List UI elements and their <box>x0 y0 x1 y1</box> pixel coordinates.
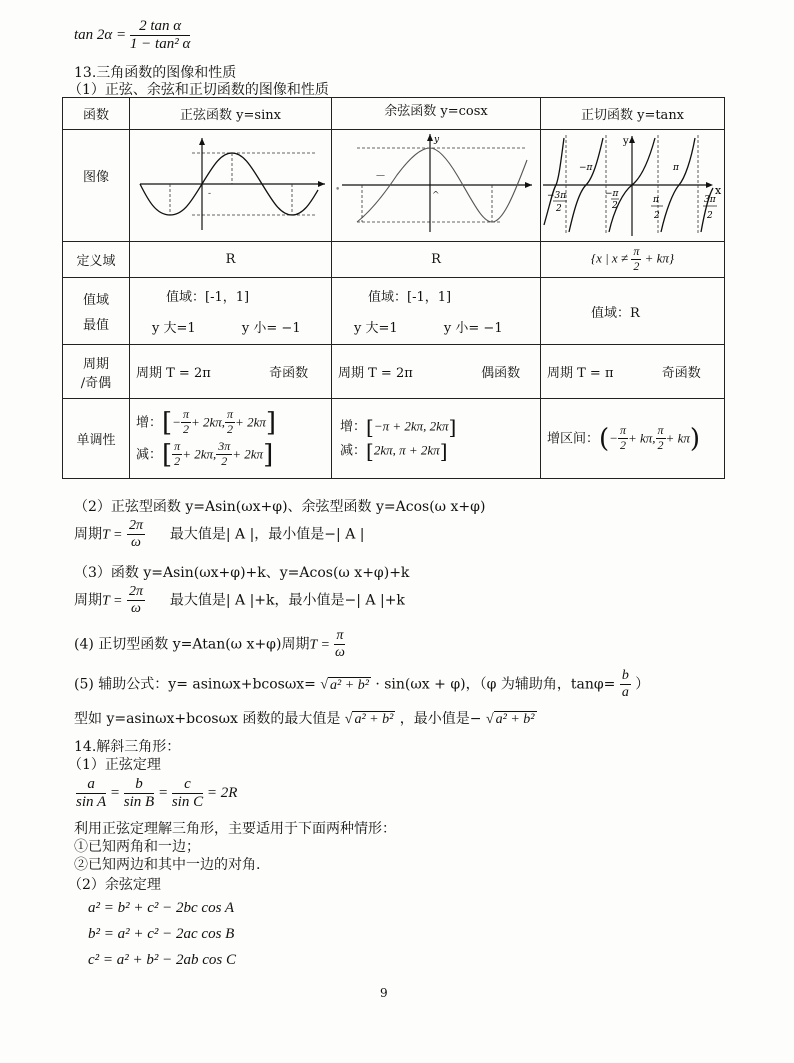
sin-range: 值域：[-1，1] <box>166 290 250 305</box>
line-5-sqrt-body: a² + b² <box>330 677 369 693</box>
line-4 <box>74 628 345 661</box>
sin-inc-label: 增： <box>136 415 163 430</box>
line-2: （2）正弦型函数 y=Asin(ωx+φ)、余弦型函数 y=Acos(ω x+φ) <box>74 499 486 515</box>
line-4-T: T = <box>309 637 330 653</box>
cosine-law-2: b² = a² + c² − 2ac cos B <box>88 926 235 942</box>
tan-top-pi: π <box>673 163 679 173</box>
tan-double-angle-formula <box>74 18 190 54</box>
cos-max: y 大=1 <box>354 321 398 336</box>
row-label-period-b: /奇偶 <box>80 375 112 391</box>
svg-text:^: ^ <box>432 191 440 201</box>
line-3-period <box>74 584 405 617</box>
tan-period: 周期 T = π <box>547 366 614 381</box>
line-6-sqrt2: √ a² + b² <box>485 712 535 727</box>
line-5-sqrt: √ a² + b² <box>320 677 369 693</box>
tan-mono-b-den: 2 <box>657 438 664 452</box>
cos-mono-cell <box>332 399 541 479</box>
svg-text:−3π: −3π <box>547 191 567 201</box>
formula-lhs: tan 2α = <box>74 27 127 44</box>
line-3: （3）函数 y=Asin(ωx+φ)+k、y=Acos(ω x+φ)+k <box>74 565 410 581</box>
tan-domain-num: π <box>633 244 640 259</box>
line-2-num: 2π <box>127 518 145 535</box>
formula-num: 2 tan α <box>130 18 190 36</box>
sin-dec-b-rest: + 2kπ <box>232 446 264 461</box>
tan-range: 值域：R <box>541 278 725 345</box>
tan-tick-2-den: 2 <box>612 201 618 211</box>
row-label-range-b: 最值 <box>82 318 109 333</box>
line-6 <box>74 708 537 728</box>
sin-dec-b-num: 3π <box>218 439 231 454</box>
trig-properties-table <box>62 97 725 479</box>
line-3-num: 2π <box>127 584 145 601</box>
line-6-pre: 型如 y=asinωx+bcosωx 函数的最大值是 <box>74 711 341 727</box>
cos-period-cell <box>332 345 541 399</box>
line-3-den: ω <box>131 601 141 617</box>
sine-law-a <box>76 776 106 812</box>
line-5 <box>74 668 649 701</box>
line-4-frac <box>334 628 345 661</box>
cos-inc-label: 增： <box>340 419 367 434</box>
cos-inc-interval: −π + 2kπ, 2kπ <box>373 418 449 433</box>
cosine-law-3: c² = a² + b² − 2ab cos C <box>88 952 237 968</box>
sin-inc-a-num: π <box>182 407 189 422</box>
tan-domain-pre: {x | x ≠ <box>590 250 629 266</box>
tan-tick-1-num: 3π <box>554 191 567 201</box>
sin-dec-label: 减： <box>136 447 163 462</box>
line-2-den: ω <box>131 535 141 551</box>
sine-law-a-num: a <box>76 776 106 794</box>
sin-dec-a-num: π <box>174 439 181 454</box>
sin-inc-b-num: π <box>227 407 234 422</box>
cos-graph-cell <box>332 130 541 242</box>
sin-inc-a-den: 2 <box>182 422 189 436</box>
header-tan: 正切函数 y=tanx <box>541 98 725 130</box>
cos-range: 值域：[-1，1] <box>368 290 452 305</box>
sin-period-cell <box>130 345 332 399</box>
sine-law-tail: = 2R <box>206 785 238 802</box>
tan-tick-4-num: 3π <box>704 195 716 205</box>
line-2-frac <box>127 518 145 551</box>
line-4-den: ω <box>334 645 345 661</box>
case-1: ①已知两角和一边； <box>74 839 200 855</box>
line-2-period <box>74 518 364 551</box>
line-5-pre: (5) 辅助公式：y= asinωx+bcosωx= <box>74 676 316 693</box>
svg-text:—: — <box>376 171 385 181</box>
tan-tick-1-den: 2 <box>556 204 562 214</box>
sine-law: $\frac{a}{\text{sin A}}$ = $\frac{b}{\text{sin B}}$ = $\frac{c}{\text{sin C}}$ = 2R <box>76 776 238 811</box>
sin-decreasing: 减：[ $\frac{\pi}{2}$ + 2kπ, $\frac{3\pi}{2}$ + 2kπ] <box>136 439 274 470</box>
tan-mono-a-sign: − <box>609 430 618 445</box>
line-6-sqrt2-body: a² + b² <box>495 712 535 727</box>
sin-domain: R <box>130 242 332 278</box>
header-sin: 正弦函数 y=sinx <box>130 98 332 130</box>
tan-mono-b-rest: + kπ <box>665 430 690 445</box>
header-cos: 余弦函数 y=cosx <box>332 98 541 130</box>
sin-dec-b-den: 2 <box>221 454 228 468</box>
cos-dec-interval: 2kπ, π + 2kπ <box>373 442 440 457</box>
tan-mono-cell: 增区间：(− $\frac{\pi}{2}$ + kπ, $\frac{\pi}{2}$ + kπ) <box>541 399 725 479</box>
row-label-range <box>63 278 130 345</box>
page-number: 9 <box>380 986 388 1000</box>
sin-inc-a-rest: + 2kπ, <box>190 414 226 429</box>
row-label-graph: 图像 <box>63 130 130 242</box>
section-14-sub2: （2）余弦定理 <box>68 877 161 893</box>
svg-text:•: • <box>335 185 341 195</box>
line-6-mid: ，最小值是− <box>399 711 482 727</box>
cos-graph <box>332 130 540 237</box>
row-label-period <box>63 345 130 399</box>
sine-law-b-den: sin B <box>123 794 155 811</box>
tan-parity: 奇函数 <box>661 366 701 381</box>
tan-mono-a-rest: + kπ, <box>627 430 656 445</box>
section-14-sub1: （1）正弦定理 <box>68 757 161 773</box>
cos-domain: R <box>332 242 541 278</box>
formula-den: 1 − tan² α <box>129 36 191 53</box>
tan-top-neg-pi: −π <box>579 163 593 173</box>
svg-text:−π: −π <box>605 189 619 199</box>
row-label-period-a: 周期 <box>82 356 109 372</box>
line-6-sqrt1-body: a² + b² <box>354 712 394 727</box>
tan-period-cell <box>541 345 725 399</box>
line-2-max: 最大值是| A |，最小值是−| A | <box>169 526 365 543</box>
sine-law-b <box>124 776 154 812</box>
sin-graph <box>130 130 331 237</box>
line-3-T: T = <box>102 593 123 609</box>
cos-period: 周期 T = 2π <box>338 366 413 381</box>
sin-graph-cell <box>130 130 332 242</box>
sin-period: 周期 T = 2π <box>136 366 211 381</box>
sine-law-b-num: b <box>124 776 154 794</box>
cos-dec-label: 减： <box>340 443 367 458</box>
tan-y-label: y <box>623 136 629 147</box>
tan-mono-a-den: 2 <box>619 438 626 452</box>
sine-law-c <box>172 776 203 812</box>
section-13-title: 13.三角函数的图像和性质 <box>74 65 237 81</box>
sin-parity: 奇函数 <box>269 366 309 381</box>
tan-mono-a-num: π <box>619 423 626 438</box>
cos-y-label: y <box>434 135 440 145</box>
cos-range-cell <box>332 278 541 345</box>
sine-law-use: 利用正弦定理解三角形，主要适用于下面两种情形： <box>74 821 396 837</box>
header-function: 函数 <box>63 98 130 130</box>
cos-parity: 偶函数 <box>481 366 521 381</box>
tan-mono-label: 增区间： <box>547 431 600 446</box>
line-2-period-pre: 周期 <box>74 526 102 543</box>
tan-mono-b-num: π <box>657 423 664 438</box>
line-3-max: 最大值是| A |+k，最小值是−| A |+k <box>169 592 405 609</box>
line-4-num: π <box>334 628 345 645</box>
cos-decreasing: 减：[2kπ, π + 2kπ] <box>340 438 448 463</box>
line-3-frac <box>127 584 145 617</box>
sin-inc-b-den: 2 <box>227 422 234 436</box>
tan-domain-post: + kπ} <box>644 250 675 266</box>
sine-law-c-num: c <box>172 776 203 794</box>
line-5-den: a <box>621 685 629 701</box>
case-2: ②已知两边和其中一边的对角. <box>74 857 261 873</box>
tan-tick-4-den: 2 <box>707 211 713 221</box>
row-label-mono: 单调性 <box>63 399 130 479</box>
sine-law-a-den: sin A <box>76 794 107 811</box>
sin-range-cell <box>130 278 332 345</box>
tan-graph <box>541 130 724 237</box>
sin-dec-a-rest: + 2kπ, <box>182 446 217 461</box>
line-4-pre: (4) 正切型函数 y=Atan(ω x+φ)周期 <box>74 636 310 653</box>
cos-min: y 小= −1 <box>443 321 503 336</box>
svg-text:-: - <box>208 189 212 199</box>
sin-mono-cell <box>130 399 332 479</box>
row-label-domain: 定义域 <box>63 242 130 278</box>
tan-tick-3-num: π <box>653 195 659 205</box>
line-5-num: b <box>620 668 631 685</box>
line-5-frac <box>620 668 631 701</box>
sin-inc-b-rest: + 2kπ <box>235 414 266 429</box>
line-5-mid: · sin(ωx + φ)，（φ 为辅助角，tanφ= <box>375 676 616 693</box>
tan-tick-3-den: 2 <box>654 211 660 221</box>
formula-fraction <box>130 18 190 54</box>
sin-increasing: 增：[− $\frac{\pi}{2}$ + 2kπ, $\frac{\pi}{2}$ + 2kπ] <box>136 407 277 438</box>
tan-graph-cell <box>541 130 725 242</box>
section-14-title: 14.解斜三角形： <box>74 739 181 755</box>
line-5-post: ） <box>635 676 650 693</box>
sin-max: y 大=1 <box>152 321 196 336</box>
sine-law-c-den: sin C <box>171 794 204 811</box>
line-6-sqrt1: √ a² + b² <box>344 712 394 727</box>
tan-domain-frac <box>631 245 641 274</box>
sin-dec-a-den: 2 <box>174 454 181 468</box>
cos-increasing: 增：[−π + 2kπ, 2kπ] <box>340 414 457 439</box>
line-3-period-pre: 周期 <box>74 592 102 609</box>
line-2-T: T = <box>102 527 123 543</box>
tan-domain-den: 2 <box>633 259 640 273</box>
cosine-law-1: a² = b² + c² − 2bc cos A <box>88 900 235 916</box>
tan-tick-2-num: π <box>612 189 619 199</box>
sin-min: y 小= −1 <box>241 321 301 336</box>
tan-x-label: x <box>715 184 722 197</box>
tan-domain <box>541 242 725 278</box>
sin-inc-a-sign: − <box>172 414 181 429</box>
row-label-range-a: 值域 <box>82 293 109 308</box>
section-13-sub1: （1）正弦、余弦和正切函数的图像和性质 <box>68 82 329 98</box>
